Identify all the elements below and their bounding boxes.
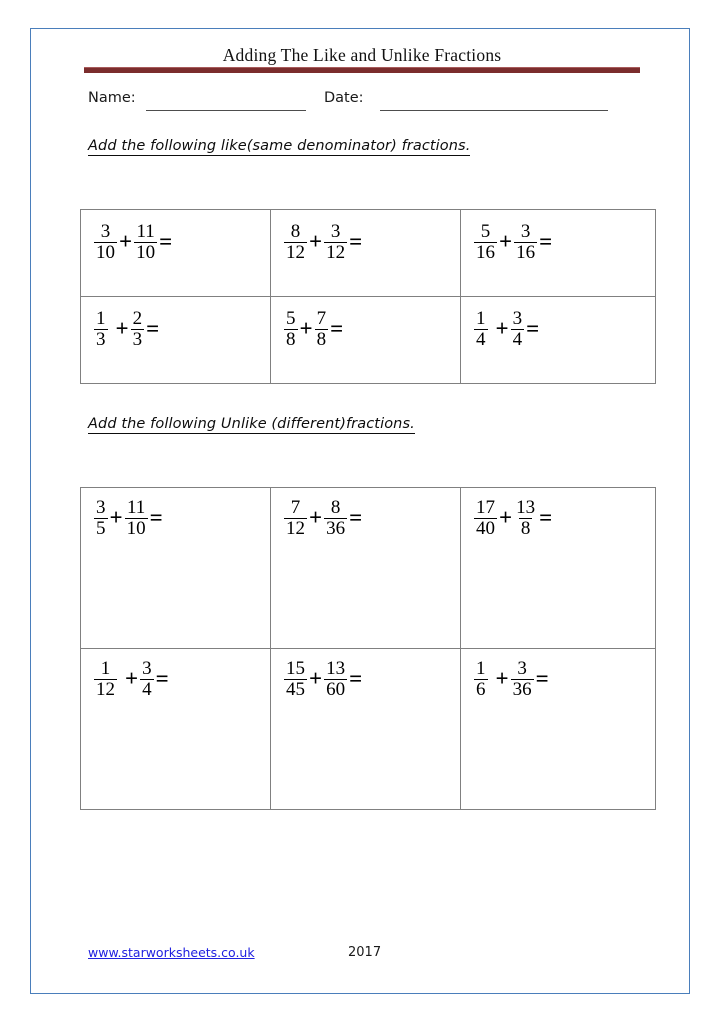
equals-sign: = [349, 229, 363, 254]
fraction-expression [81, 297, 270, 351]
equals-sign: = [159, 229, 173, 254]
like-fractions-table [80, 209, 656, 384]
fraction [324, 222, 347, 262]
problem-cell[interactable] [81, 649, 271, 810]
website-link[interactable]: www.starworksheets.co.uk [88, 945, 255, 960]
numerator: 7 [316, 308, 327, 330]
fraction-expression [271, 488, 460, 542]
fraction [140, 659, 154, 699]
table-row [81, 649, 656, 810]
plus-operator: + [309, 505, 323, 530]
footer [88, 945, 508, 967]
plus-operator: + [495, 666, 509, 691]
denominator: 16 [476, 241, 495, 263]
fraction [474, 659, 488, 699]
fraction [315, 309, 329, 349]
fraction [125, 498, 148, 538]
title-divider-rule [84, 67, 640, 73]
fraction [94, 498, 108, 538]
fraction [134, 222, 157, 262]
fraction [474, 222, 497, 262]
numerator: 2 [132, 308, 143, 330]
denominator: 36 [326, 517, 346, 539]
numerator: 7 [290, 497, 301, 519]
denominator: 10 [96, 241, 115, 263]
denominator: 60 [326, 678, 346, 700]
denominator: 3 [96, 328, 106, 350]
denominator: 8 [520, 517, 531, 539]
fraction-expression [461, 210, 655, 264]
denominator: 12 [326, 241, 346, 263]
numerator: 3 [517, 658, 527, 680]
plus-operator: + [125, 666, 139, 691]
fraction [94, 309, 108, 349]
fraction-expression [271, 297, 460, 351]
equals-sign: = [535, 666, 549, 691]
denominator: 10 [136, 241, 156, 263]
numerator: 3 [330, 221, 341, 243]
denominator: 4 [142, 678, 152, 700]
problem-cell[interactable] [81, 210, 271, 297]
equals-sign: = [349, 666, 363, 691]
numerator: 3 [520, 221, 531, 243]
fraction-expression [461, 297, 655, 351]
numerator: 3 [142, 658, 152, 680]
denominator: 3 [132, 328, 143, 350]
fraction [514, 498, 537, 538]
name-label: Name: [88, 90, 136, 106]
denominator: 36 [512, 678, 532, 700]
plus-operator: + [119, 229, 133, 254]
problem-cell[interactable] [461, 210, 656, 297]
denominator: 45 [286, 678, 305, 700]
fraction [474, 498, 497, 538]
fraction [94, 659, 117, 699]
name-date-row [88, 90, 648, 114]
problem-cell[interactable] [461, 297, 656, 384]
numerator: 8 [290, 221, 301, 243]
problem-cell[interactable] [271, 210, 461, 297]
numerator: 13 [516, 497, 536, 519]
plus-operator: + [115, 316, 129, 341]
copyright-year: 2017 [348, 945, 382, 960]
unlike-fractions-table [80, 487, 656, 810]
numerator: 1 [96, 308, 106, 330]
numerator: 11 [136, 221, 155, 243]
plus-operator: + [499, 505, 513, 530]
denominator: 40 [476, 517, 495, 539]
denominator: 6 [476, 678, 486, 700]
denominator: 8 [286, 328, 296, 350]
fraction [284, 498, 307, 538]
problem-cell[interactable] [271, 488, 461, 649]
problem-cell[interactable] [81, 488, 271, 649]
table-row [81, 297, 656, 384]
instruction-unlike-fractions: Add the following Unlike (different)fractions. [88, 416, 415, 432]
numerator: 1 [100, 658, 111, 680]
equals-sign: = [330, 316, 344, 341]
denominator: 4 [512, 328, 523, 350]
fraction-expression [271, 210, 460, 264]
numerator: 5 [480, 221, 491, 243]
date-input-line[interactable] [380, 110, 608, 111]
numerator: 8 [330, 497, 341, 519]
fraction-expression [81, 649, 270, 703]
plus-operator: + [309, 229, 323, 254]
table-row [81, 210, 656, 297]
fraction-expression [81, 210, 270, 264]
numerator: 1 [476, 658, 486, 680]
numerator: 5 [286, 308, 296, 330]
fraction [284, 309, 298, 349]
equals-sign: = [155, 666, 169, 691]
equals-sign: = [539, 229, 553, 254]
fraction [514, 222, 537, 262]
problem-cell[interactable] [81, 297, 271, 384]
table-row [81, 488, 656, 649]
problem-cell[interactable] [271, 649, 461, 810]
fraction [511, 659, 534, 699]
name-input-line[interactable] [146, 110, 306, 111]
fraction-expression [461, 488, 655, 542]
fraction [324, 659, 347, 699]
denominator: 12 [286, 241, 305, 263]
fraction [474, 309, 488, 349]
plus-operator: + [495, 316, 509, 341]
fraction-expression [461, 649, 655, 703]
denominator: 5 [96, 517, 106, 539]
equals-sign: = [526, 316, 540, 341]
plus-operator: + [309, 666, 323, 691]
fraction [284, 659, 307, 699]
denominator: 16 [516, 241, 536, 263]
fraction [131, 309, 145, 349]
numerator: 17 [476, 497, 495, 519]
denominator: 10 [126, 517, 146, 539]
numerator: 3 [512, 308, 523, 330]
equals-sign: = [149, 505, 163, 530]
denominator: 12 [286, 517, 305, 539]
plus-operator: + [499, 229, 513, 254]
denominator: 4 [476, 328, 486, 350]
equals-sign: = [539, 505, 553, 530]
numerator: 11 [126, 497, 146, 519]
numerator: 3 [100, 221, 111, 243]
plus-operator: + [299, 316, 313, 341]
page-title: Adding The Like and Unlike Fractions [222, 45, 502, 65]
problem-cell[interactable] [271, 297, 461, 384]
fraction-expression [81, 488, 270, 542]
numerator: 13 [326, 658, 346, 680]
denominator: 8 [316, 328, 327, 350]
problem-cell[interactable] [461, 488, 656, 649]
fraction [324, 498, 347, 538]
date-label: Date: [324, 90, 364, 106]
denominator: 12 [96, 678, 115, 700]
instruction-like-fractions: Add the following like(same denominator) fractions. [88, 138, 471, 154]
equals-sign: = [146, 316, 160, 341]
fraction [511, 309, 525, 349]
numerator: 1 [476, 308, 486, 330]
fraction-expression [271, 649, 460, 703]
equals-sign: = [349, 505, 363, 530]
numerator: 15 [286, 658, 305, 680]
fraction [94, 222, 117, 262]
problem-cell[interactable] [461, 649, 656, 810]
numerator: 3 [96, 497, 106, 519]
plus-operator: + [109, 505, 123, 530]
fraction [284, 222, 307, 262]
